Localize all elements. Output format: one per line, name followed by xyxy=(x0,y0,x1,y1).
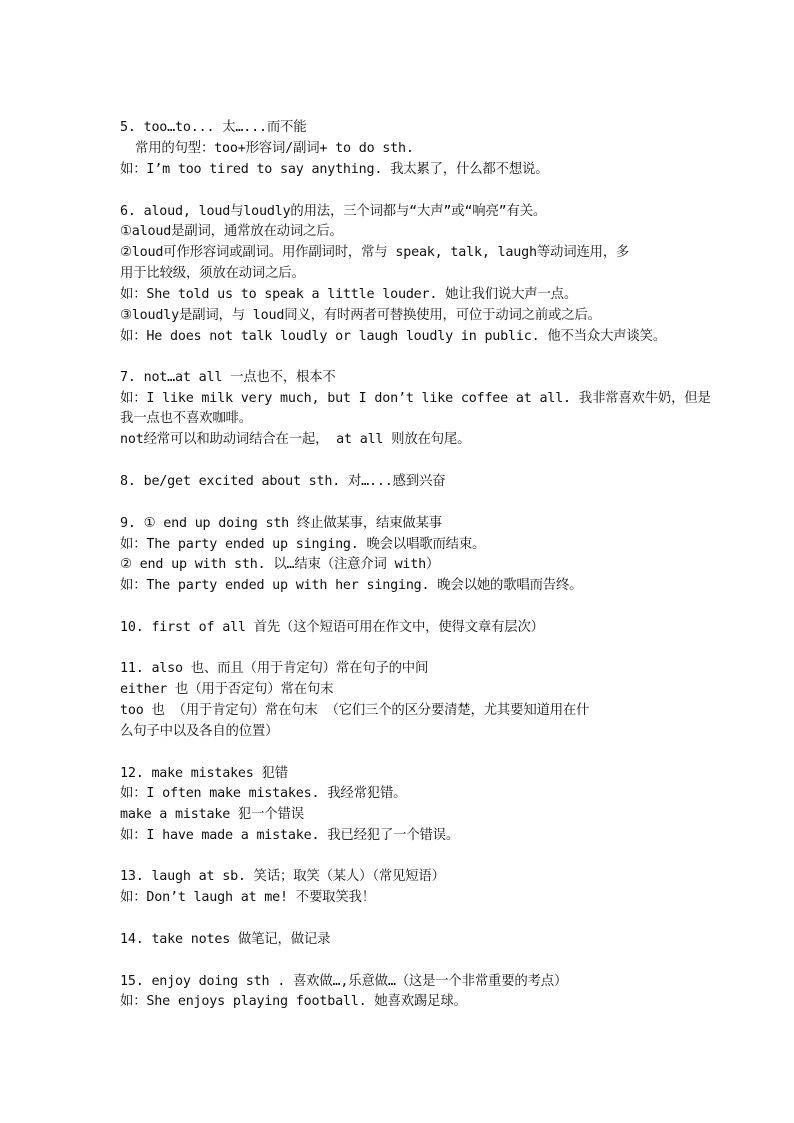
item-7-example: 如：I like milk very much, but I don’t like coffee at all. 我非常喜欢牛奶，但是 xyxy=(120,391,711,406)
item-6-example-1: 如：She told us to speak a little louder. 她让我们说大声一点。 xyxy=(120,287,578,302)
item-6-note-loud: ②loud可作形容词或副词。用作副词时，常与 speak, talk, laugh等动词连用，多 xyxy=(120,245,630,260)
item-9-example-1: 如：The party ended up singing. 晚会以唱歌而结束。 xyxy=(120,537,486,552)
item-6-example-2: 如：He does not talk loudly or laugh loudly in public. 他不当众大声谈笑。 xyxy=(120,329,667,344)
item-12-example-1: 如：I often make mistakes. 我经常犯错。 xyxy=(120,786,407,801)
item-9-heading: 9. ① end up doing sth 终止做某事，结束做某事 xyxy=(120,516,442,531)
item-12-example-2: 如：I have made a mistake. 我已经犯了一个错误。 xyxy=(120,828,460,843)
item-6-note-loud-cont: 用于比较级，须放在动词之后。 xyxy=(120,266,305,281)
item-12-heading: 12. make mistakes 犯错 xyxy=(120,766,288,781)
item-13-example: 如：Don’t laugh at me! 不要取笑我！ xyxy=(120,890,375,905)
item-5-pattern: 常用的句型：too+形容词/副词+ to do sth. xyxy=(135,141,414,156)
item-10-heading: 10. first of all 首先（这个短语可用在作文中，使得文章有层次） xyxy=(120,620,544,635)
item-7-example-cont: 我一点也不喜欢咖啡。 xyxy=(120,411,252,426)
item-13-heading: 13. laugh at sb. 笑话；取笑（某人）（常见短语） xyxy=(120,869,445,884)
item-15-example: 如：She enjoys playing football. 她喜欢踢足球。 xyxy=(120,994,467,1009)
item-11-too: too 也 （用于肯定句）常在句末 （它们三个的区分要清楚，尤其要知道用在什 xyxy=(120,703,590,718)
item-6-note-loudly: ③loudly是副词，与 loud同义，有时两者可替换使用，可位于动词之前或之后。 xyxy=(120,308,601,323)
item-6-heading: 6. aloud, loud与loudly的用法，三个词都与“大声”或“响亮”有关。 xyxy=(120,204,547,219)
item-11-too-cont: 么句子中以及各自的位置） xyxy=(120,724,279,739)
item-12-sub: make a mistake 犯一个错误 xyxy=(120,807,304,822)
item-5-example: 如：I’m too tired to say anything. 我太累了，什么都不想说。 xyxy=(120,162,549,177)
item-6-note-aloud: ①aloud是副词，通常放在动词之后。 xyxy=(120,224,343,239)
item-7-note: not经常可以和助动词结合在一起， at all 则放在句尾。 xyxy=(120,432,471,447)
item-8-heading: 8. be/get excited about sth. 对…...感到兴奋 xyxy=(120,474,446,489)
item-9-example-2: 如：The party ended up with her singing. 晚会以她的歌唱而告终。 xyxy=(120,578,583,593)
item-7-heading: 7. not…at all 一点也不，根本不 xyxy=(120,370,336,385)
item-11-heading: 11. also 也、而且（用于肯定句）常在句子的中间 xyxy=(120,661,429,676)
item-9-sub-2: ② end up with sth. 以…结束（注意介词 with） xyxy=(120,557,440,572)
item-14-heading: 14. take notes 做笔记，做记录 xyxy=(120,932,331,947)
item-5-heading: 5. too…to... 太…...而不能 xyxy=(120,120,307,135)
item-11-either: either 也（用于否定句）常在句末 xyxy=(120,682,334,697)
item-15-heading: 15. enjoy doing sth . 喜欢做…,乐意做…（这是一个非常重要的考点） xyxy=(120,974,568,989)
